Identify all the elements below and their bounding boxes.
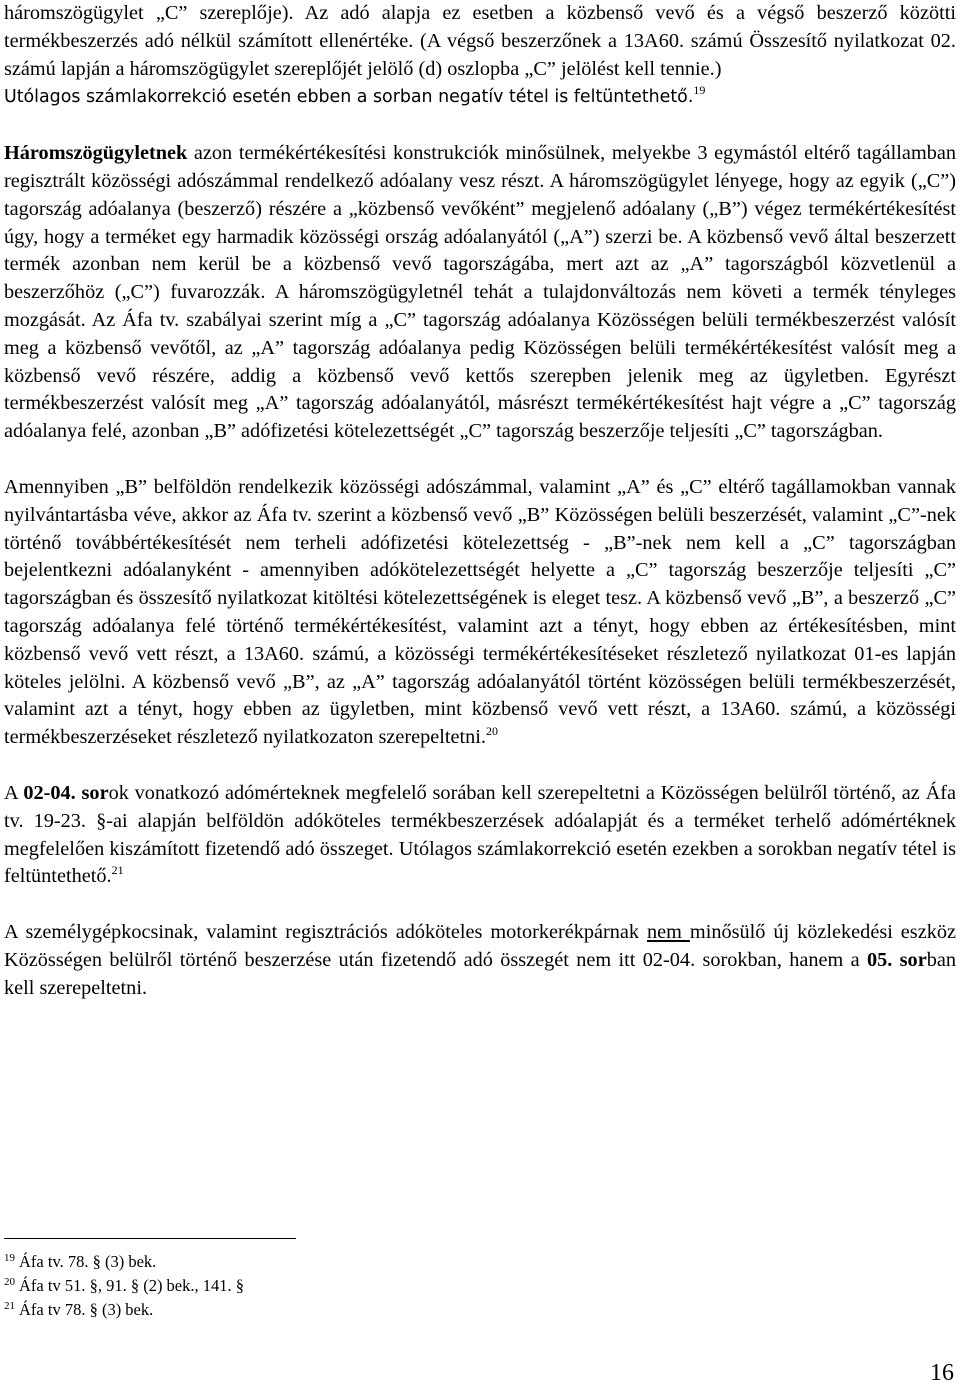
footnote-number: 20 bbox=[4, 1275, 15, 1288]
paragraph-4 bbox=[4, 780, 956, 891]
paragraph-3 bbox=[4, 474, 956, 752]
paragraph-5-bold-row: 05. sor bbox=[866, 948, 927, 971]
paragraph-5-prefix: A személygépkocsinak, valamint regisztrációs adóköteles motorkerékpárnak bbox=[4, 921, 648, 944]
footnote-number: 19 bbox=[4, 1251, 15, 1264]
paragraph-5-mid: minősülő új közlekedési eszköz Közösségen belülről történő beszerzése után fizetendő adó összegét nem itt 02-04. sorokban, hanem a bbox=[4, 921, 956, 971]
paragraph-2-text: azon termékértékesítési konstrukciók minősülnek, melyekbe 3 egymástól eltérő tagállamban regisztrált közösségi adószámmal rendelkező adóalany vesz részt. A háromszögügylet lényege, hogy az egyik („C”) tagország adóalanya (beszerző) részére a „közbenső vevőként” megjelenő adóalany („B”) végez termékértékesítést úgy, hogy a terméket egy harmadik közösségi ország adóalanyától („A”) szerzi be. A közbenső vevő által beszerzett termék azonban nem kerül be a közbenső vevő tagországába, mert azt az „A” tagországból közvetlenül a beszerzőhöz („C”) fuvarozzák. A háromszögügyletnél tehát a tulajdonváltozás nem követi a termék tényleges mozgását. Az Áfa tv. szabályai szerint míg a „C” tagország adóalanya Közösségen belüli termékbeszerzést valósít meg a közbenső vevőtől, az „A” tagország adóalanya pedig Közösségen belüli termékértékesítést valósít meg a közbenső vevő részére, addig a közbenső vevő kettős szerepben jelenik meg az ügyletben. Egyrészt termékbeszerzést valósít meg „A” tagország adóalanyától, másrészt termékértékesítést hajt végre a „C” tagország adóalanya felé, azonban „B” adófizetési kötelezettségét „C” tagország beszerzője teljesíti „C” tagországban. bbox=[4, 142, 956, 443]
footnote-21 bbox=[4, 1298, 244, 1322]
document-page bbox=[4, 0, 956, 1003]
footnote-ref-19: 19 bbox=[693, 83, 706, 98]
paragraph-2-bold-term: Háromszögügyletnek bbox=[4, 142, 188, 165]
footnote-number: 21 bbox=[4, 1299, 15, 1312]
paragraph-5-suffix: ban kell szerepeltetni. bbox=[4, 948, 956, 999]
paragraph-4-bold-rows: 02-04. sor bbox=[23, 781, 109, 804]
paragraph-4-text: ok vonatkozó adómérteknek megfelelő sorában kell szerepeltetni a Közösségen belülről történő, az Áfa tv. 19-23. §-ai alapján belföldön adóköteles termékbeszerzések adóalapját és a terméket terhelő adómértéknek megfelelően kiszámított fizetendő adó összeget. Utólagos számlakorrekció esetén ezekben a sorokban negatív tétel is feltüntethető. bbox=[4, 781, 956, 888]
footnote-separator bbox=[4, 1238, 296, 1239]
paragraph-1-text: háromszögügylet „C” szereplője). Az adó alapja ez esetben a közbenső vevő és a végső beszerző közötti termékbeszerzés adó nélkül számított ellenértéke. (A végső beszerzőnek a 13A60. számú Összesítő nyilatkozat 02. számú lapján a háromszögügylet szereplőjét jelölő (d) oszlopba „C” jelölést kell tennie.) bbox=[4, 2, 956, 80]
paragraph-1-sans-line: Utólagos számlakorrekció esetén ebben a sorban negatív tétel is feltüntethető. bbox=[4, 87, 694, 108]
footnote-19 bbox=[4, 1250, 244, 1274]
paragraph-5-underlined: nem bbox=[647, 921, 690, 944]
footnote-text: Áfa tv 78. § (3) bek. bbox=[19, 1300, 154, 1319]
paragraph-5 bbox=[4, 919, 956, 1002]
footnote-ref-21: 21 bbox=[111, 863, 124, 878]
footnote-text: Áfa tv. 78. § (3) bek. bbox=[19, 1252, 157, 1271]
footnote-ref-20: 20 bbox=[486, 724, 498, 739]
page-number: 16 bbox=[930, 1360, 954, 1386]
footnote-text: Áfa tv 51. §, 91. § (2) bek., 141. § bbox=[19, 1276, 245, 1295]
paragraph-1 bbox=[4, 0, 956, 112]
paragraph-3-text: Amennyiben „B” belföldön rendelkezik közösségi adószámmal, valamint „A” és „C” eltérő tagállamokban vannak nyilvántartásba véve, akkor az Áfa tv. szerint a közbenső vevő „B” Közösségen belüli beszerzését, valamint „C”-nek történő továbbértékesítését nem terheli adófizetési kötelezettség - „B”-nek nem kell a „C” tagországban bejelentkezni adóalanyként - amennyiben adókötelezettségét helyette a „C” tagország beszerzője teljesíti „C” tagországban és összesítő nyilatkozat kitöltési kötelezettségének is eleget tesz. A közbenső vevő „B”, a beszerző „C” tagország adóalanya felé történő termékértékesítést, valamint azt a tényt, hogy ebben az értékesítésben, mint közbenső vevő vett részt, a 13A60. számú, a közösségi termékértékesítéseket részletező nyilatkozat 01-es lapján köteles jelölni. A közbenső vevő „B”, az „A” tagország adóalanyától történt közösségen belüli termékbeszerzését, valamint azt a tényt, hogy ebben az ügyletben, mint közbenső vevő vett részt, a 13A60. számú, a közösségi termékbeszerzéseket részletező nyilatkozaton szerepeltetni. bbox=[4, 475, 956, 749]
footnote-20 bbox=[4, 1274, 244, 1298]
paragraph-2 bbox=[4, 140, 956, 446]
footnotes bbox=[4, 1250, 244, 1322]
paragraph-4-prefix: A bbox=[4, 781, 24, 804]
